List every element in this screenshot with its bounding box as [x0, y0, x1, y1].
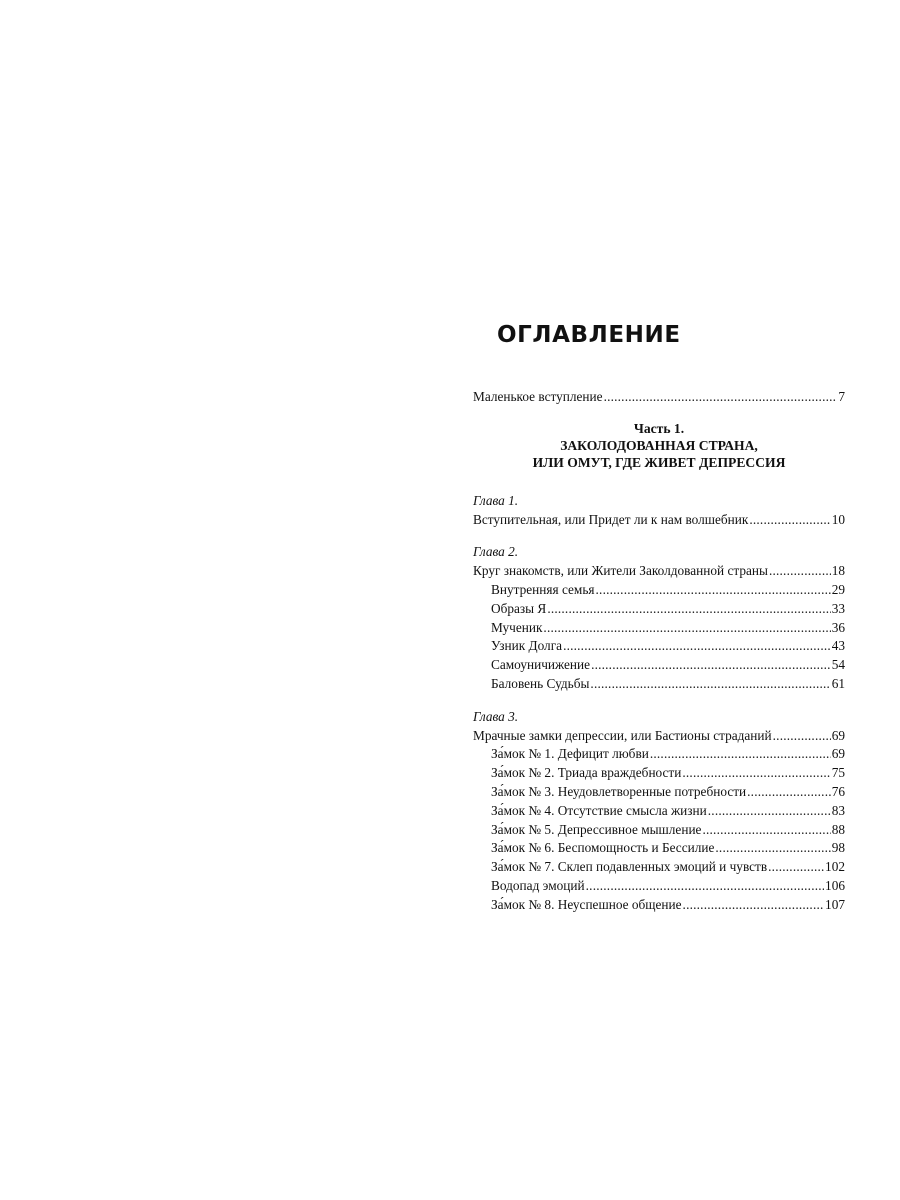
dot-leader	[604, 388, 838, 407]
part-title-line-1: ЗАКОЛОДОВАННАЯ СТРАНА,	[560, 437, 758, 453]
dot-leader	[715, 839, 830, 858]
chapter-3	[473, 708, 845, 915]
dot-leader	[543, 619, 830, 638]
page-title: ОГЛАВЛЕНИЕ	[497, 322, 681, 348]
dot-leader	[586, 877, 824, 896]
toc-subentry	[473, 745, 845, 764]
toc-subentry	[473, 764, 845, 783]
toc-page-number: 107	[825, 896, 845, 912]
toc-subentry	[473, 619, 845, 638]
dot-leader	[773, 727, 831, 746]
toc-entry-chapter-3	[473, 727, 845, 746]
toc-entry-label: За́мок № 4. Отсутствие смысла жизни	[491, 802, 707, 818]
chapter-label: Глава 3.	[473, 708, 519, 724]
toc-page-number: 61	[831, 675, 845, 691]
toc-subentry	[473, 877, 845, 896]
toc-page-number: 75	[831, 765, 845, 781]
toc-page-number: 18	[831, 563, 845, 579]
toc-entry-label: За́мок № 7. Склеп подавленных эмоций и чувств	[491, 859, 768, 875]
toc-entry-intro	[473, 388, 845, 407]
toc-subentry	[473, 600, 845, 619]
toc-subentry	[473, 802, 845, 821]
dot-leader	[683, 896, 825, 915]
toc-subentry	[473, 637, 845, 656]
toc-entry-label: Внутренняя семья	[491, 581, 595, 597]
toc-subentry	[473, 858, 845, 877]
dot-leader	[702, 821, 830, 840]
toc-entry-label: За́мок № 2. Триада враждебности	[491, 765, 682, 781]
toc-page-number: 88	[831, 821, 845, 837]
toc-entry-chapter-1	[473, 511, 845, 530]
dot-leader	[563, 637, 831, 656]
dot-leader	[650, 745, 831, 764]
toc-page-number: 83	[831, 802, 845, 818]
toc-page-number: 29	[831, 581, 845, 597]
toc-page-number: 43	[831, 638, 845, 654]
toc-entry-chapter-2	[473, 562, 845, 581]
toc-subentry	[473, 581, 845, 600]
toc-page-number: 106	[825, 877, 845, 893]
toc-entry-label: За́мок № 8. Неуспешное общение	[491, 896, 682, 912]
dot-leader	[708, 802, 831, 821]
dot-leader	[590, 675, 830, 694]
toc-entry-label: За́мок № 3. Неудовлетворенные потребности	[491, 783, 747, 799]
toc-subentry	[473, 839, 845, 858]
dot-leader	[749, 511, 830, 530]
toc-subentry	[473, 783, 845, 802]
toc-entry-label: Круг знакомств, или Жители Заколдованной страны	[473, 563, 768, 579]
toc-subentry	[473, 821, 845, 840]
toc-page-number: 76	[831, 783, 845, 799]
toc-entry-label: За́мок № 6. Беспомощность и Бессилие	[491, 840, 715, 856]
toc-entry-label: Водопад эмоций	[491, 877, 585, 893]
dot-leader	[769, 562, 831, 581]
chapter-2	[473, 543, 845, 693]
dot-leader	[591, 656, 831, 675]
chapter-label: Глава 1.	[473, 492, 519, 508]
part-title-line-2: ИЛИ ОМУТ, ГДЕ ЖИВЕТ ДЕПРЕССИЯ	[532, 454, 786, 470]
dot-leader	[596, 581, 831, 600]
toc-page-number: 102	[825, 859, 845, 875]
dot-leader	[747, 783, 831, 802]
toc-subentry	[473, 896, 845, 915]
dot-leader	[682, 764, 830, 783]
toc-page-number: 10	[831, 511, 845, 527]
toc-page-number: 54	[831, 657, 845, 673]
toc-page-number: 33	[831, 600, 845, 616]
toc-page-number: 69	[831, 727, 845, 743]
toc-entry-label: За́мок № 1. Дефицит любви	[491, 746, 649, 762]
toc-page-number: 7	[838, 389, 845, 404]
toc-entry-label: Вступительная, или Придет ли к нам волшебник	[473, 511, 749, 527]
dot-leader	[768, 858, 824, 877]
part-number: Часть 1.	[633, 420, 685, 436]
table-of-contents	[473, 388, 845, 915]
toc-page-number: 36	[831, 619, 845, 635]
chapter-label: Глава 2.	[473, 544, 519, 560]
toc-entry-label: За́мок № 5. Депрессивное мышление	[491, 821, 702, 837]
chapter-1	[473, 492, 845, 530]
toc-entry-label: Узник Долга	[491, 638, 563, 654]
toc-subentry	[473, 675, 845, 694]
toc-entry-label: Маленькое вступление	[473, 389, 603, 404]
toc-entry-label: Самоуничижение	[491, 657, 591, 673]
toc-subentry	[473, 656, 845, 675]
part-heading	[473, 420, 845, 471]
toc-page-number: 69	[831, 746, 845, 762]
toc-page-number: 98	[831, 840, 845, 856]
toc-entry-label: Образы Я	[491, 600, 547, 616]
toc-entry-label: Мученик	[491, 619, 543, 635]
toc-entry-label: Мрачные замки депрессии, или Бастионы страданий	[473, 727, 772, 743]
dot-leader	[547, 600, 830, 619]
toc-entry-label: Баловень Судьбы	[491, 675, 590, 691]
